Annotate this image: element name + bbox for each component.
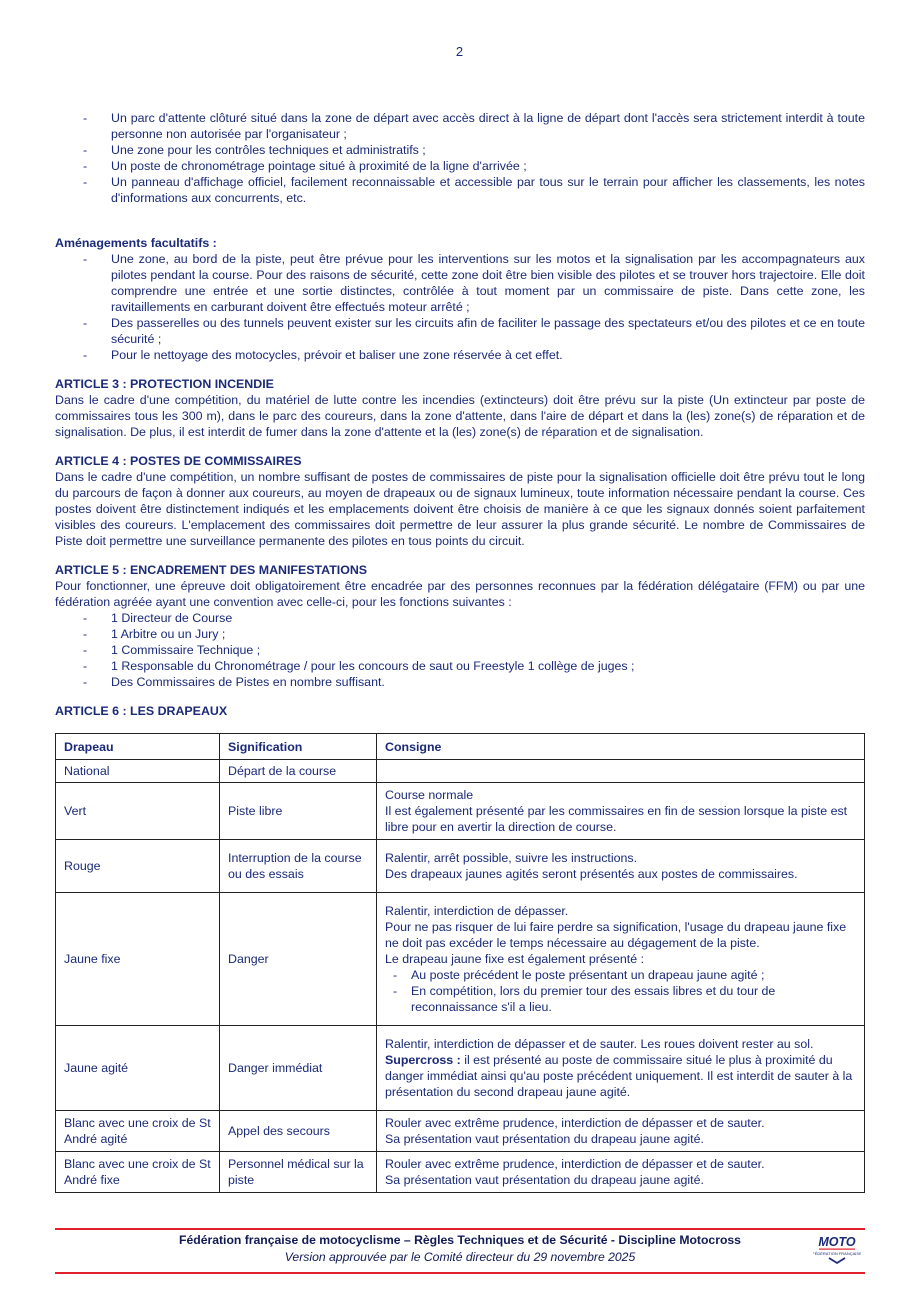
logo-subtext: FÉDÉRATION FRANÇAISE bbox=[813, 1251, 861, 1256]
instruction-line: Ralentir, interdiction de dépasser. bbox=[385, 904, 569, 918]
meaning-cell: Interruption de la course ou des essais bbox=[220, 840, 377, 893]
footer-title: Fédération française de motocyclisme – Règles Techniques et de Sécurité - Discipline Motocross bbox=[179, 1233, 741, 1247]
flag-cell: National bbox=[56, 760, 220, 783]
table-row bbox=[56, 840, 865, 893]
flag-cell: Blanc avec une croix de St André fixe bbox=[56, 1152, 220, 1193]
flag-cell: Jaune fixe bbox=[56, 893, 220, 1026]
flag-cell: Jaune agité bbox=[56, 1026, 220, 1111]
table-row bbox=[56, 783, 865, 840]
instruction-line bbox=[385, 1052, 856, 1100]
list-item: - Une zone pour les contrôles techniques et administratifs ; bbox=[55, 142, 865, 158]
article5-text: Pour fonctionner, une épreuve doit obligatoirement être encadrée par des personnes reconnues par la fédération délégataire (FFM) ou par une fédération agréée ayant une convention avec celle-ci, pour les fonctions suivantes : bbox=[55, 579, 865, 609]
list-item: - Pour le nettoyage des motocycles, prévoir et baliser une zone réservée à cet effet. bbox=[55, 347, 865, 363]
instruction-sublist bbox=[385, 967, 856, 1015]
supercross-label: Supercross : bbox=[385, 1053, 461, 1067]
meaning-cell: Danger bbox=[220, 893, 377, 1026]
instruction-line: Ralentir, interdiction de dépasser et de sauter. Les roues doivent rester au sol. bbox=[385, 1037, 814, 1051]
instruction-cell bbox=[377, 1152, 865, 1193]
meaning-cell: Danger immédiat bbox=[220, 1026, 377, 1111]
list-item: - Des Commissaires de Pistes en nombre suffisant. bbox=[55, 674, 865, 690]
instruction-cell bbox=[377, 1111, 865, 1152]
article6-heading: ARTICLE 6 : LES DRAPEAUX bbox=[55, 704, 228, 718]
instruction-cell bbox=[377, 893, 865, 1026]
article5-list bbox=[55, 610, 865, 690]
list-item: - Un poste de chronométrage pointage situé à proximité de la ligne d'arrivée ; bbox=[55, 158, 865, 174]
footer-bottom-rule bbox=[55, 1272, 865, 1274]
table-row bbox=[56, 1026, 865, 1111]
ffm-logo bbox=[813, 1233, 861, 1267]
instruction-line: Des drapeaux jaunes agités seront présentés aux postes de commissaires. bbox=[385, 867, 798, 881]
instruction-line: Sa présentation vaut présentation du drapeau jaune agité. bbox=[385, 1132, 704, 1146]
flag-cell: Rouge bbox=[56, 840, 220, 893]
list-item: - 1 Responsable du Chronométrage / pour les concours de saut ou Freestyle 1 collège de juges ; bbox=[55, 658, 865, 674]
instruction-line: Rouler avec extrême prudence, interdiction de dépasser et de sauter. bbox=[385, 1157, 765, 1171]
meaning-cell: Départ de la course bbox=[220, 760, 377, 783]
table-row bbox=[56, 1152, 865, 1193]
instruction-line: Ralentir, arrêt possible, suivre les instructions. bbox=[385, 851, 638, 865]
supercross-text: il est présenté au poste de commissaire situé le plus à proximité du danger immédiat ainsi qu'au poste précédent uniquement. Il est interdit de sauter à la présentation du second drapeau jaune agité. bbox=[385, 1053, 853, 1099]
facultatifs-list bbox=[55, 251, 865, 363]
instruction-line: Le drapeau jaune fixe est également présenté : bbox=[385, 952, 645, 966]
meaning-cell: Piste libre bbox=[220, 783, 377, 840]
flag-cell: Blanc avec une croix de St André agité bbox=[56, 1111, 220, 1152]
table-row bbox=[56, 1111, 865, 1152]
header-drapeau: Drapeau bbox=[56, 734, 220, 760]
instruction-line: Rouler avec extrême prudence, interdiction de dépasser et de sauter. bbox=[385, 1116, 765, 1130]
instruction-line: Pour ne pas risquer de lui faire perdre sa signification, l'usage du drapeau jaune fixe ne doit pas excéder le temps nécessaire au dégagement de la piste. bbox=[385, 920, 847, 950]
flags-table bbox=[55, 733, 865, 1193]
table-row bbox=[56, 760, 865, 783]
instruction-cell bbox=[377, 760, 865, 783]
article4-text: Dans le cadre d'une compétition, un nombre suffisant de postes de commissaires de piste pour la signalisation officielle doit être prévu tout le long du parcours de façon à donner aux coureurs, au moyen de drapeaux ou de signaux lumineux, toute information nécessaire pendant la course. Ces postes doivent être distinctement indiqués et les emplacements doivent être choisis de manière à ce que les signaux donnés soient parfaitement visibles des coureurs. L'emplacement des commissaires doit permettre de leur assurer la plus grande sécurité. Le nombre de Commissaires de Piste doit permettre une surveillance permanente des pilotes en tous points du circuit. bbox=[55, 470, 865, 548]
footer-top-rule bbox=[55, 1228, 865, 1230]
table-header-row bbox=[56, 734, 865, 760]
list-item: - Au poste précédent le poste présentant un drapeau jaune agité ; bbox=[385, 967, 856, 983]
intro-list bbox=[55, 110, 865, 206]
instruction-line: Course normale bbox=[385, 788, 474, 802]
article3-text: Dans le cadre d'une compétition, du matériel de lutte contre les incendies (extincteurs) doit être prévu sur la piste (Un extincteur par poste de commissaires tous les 300 m), dans le parc des coureurs, dans la zone d'attente, dans l'aire de départ et dans la (les) zone(s) de réparation et de signalisation. De plus, il est interdit de fumer dans la zone d'attente et la (les) zone(s) de réparation et de signalisation. bbox=[55, 393, 865, 439]
facultatifs-heading: Aménagements facultatifs : bbox=[55, 236, 217, 250]
flag-cell: Vert bbox=[56, 783, 220, 840]
header-consigne: Consigne bbox=[377, 734, 865, 760]
instruction-cell bbox=[377, 840, 865, 893]
article4-heading: ARTICLE 4 : POSTES DE COMMISSAIRES bbox=[55, 454, 302, 468]
list-item: - En compétition, lors du premier tour des essais libres et du tour de reconnaissance s'il a lieu. bbox=[385, 983, 856, 1015]
page-number: 2 bbox=[455, 44, 464, 59]
list-item: - 1 Arbitre ou un Jury ; bbox=[55, 626, 865, 642]
footer-version: Version approuvée par le Comité directeur du 29 novembre 2025 bbox=[284, 1250, 636, 1264]
instruction-cell bbox=[377, 783, 865, 840]
list-item: - 1 Commissaire Technique ; bbox=[55, 642, 865, 658]
article5-heading: ARTICLE 5 : ENCADREMENT DES MANIFESTATIONS bbox=[55, 563, 368, 577]
instruction-line: Il est également présenté par les commissaires en fin de session lorsque la piste est libre pour en avertir la direction de course. bbox=[385, 804, 848, 834]
instruction-cell bbox=[377, 1026, 865, 1111]
footer bbox=[55, 1232, 865, 1266]
meaning-cell: Personnel médical sur la piste bbox=[220, 1152, 377, 1193]
list-item: - Un panneau d'affichage officiel, facilement reconnaissable et accessible par tous sur le terrain pour afficher les classements, les notes d'informations aux concurrents, etc. bbox=[55, 174, 865, 206]
list-item: - Une zone, au bord de la piste, peut être prévue pour les interventions sur les motos et la signalisation par les accompagnateurs aux pilotes pendant la course. Pour des raisons de sécurité, cette zone doit être bien visible des pilotes et se trouver hors trajectoire. Elle doit comprendre une entrée et une sortie distinctes, contrôlée à tout moment par un commissaire de piste. Dans cette zone, les ravitaillements en carburant doivent être effectués moteur arrêté ; bbox=[55, 251, 865, 315]
article3-heading: ARTICLE 3 : PROTECTION INCENDIE bbox=[55, 377, 274, 391]
list-item: - Un parc d'attente clôturé situé dans la zone de départ avec accès direct à la ligne de départ dont l'accès sera strictement interdit à toute personne non autorisée par l'organisateur ; bbox=[55, 110, 865, 142]
instruction-line: Sa présentation vaut présentation du drapeau jaune agité. bbox=[385, 1173, 704, 1187]
meaning-cell: Appel des secours bbox=[220, 1111, 377, 1152]
header-signification: Signification bbox=[220, 734, 377, 760]
list-item: - 1 Directeur de Course bbox=[55, 610, 865, 626]
list-item: - Des passerelles ou des tunnels peuvent exister sur les circuits afin de faciliter le passage des spectateurs et/ou des pilotes et ce en toute sécurité ; bbox=[55, 315, 865, 347]
document-body bbox=[55, 110, 865, 1193]
logo-wordmark: MOTO bbox=[818, 1235, 856, 1249]
table-row bbox=[56, 893, 865, 1026]
